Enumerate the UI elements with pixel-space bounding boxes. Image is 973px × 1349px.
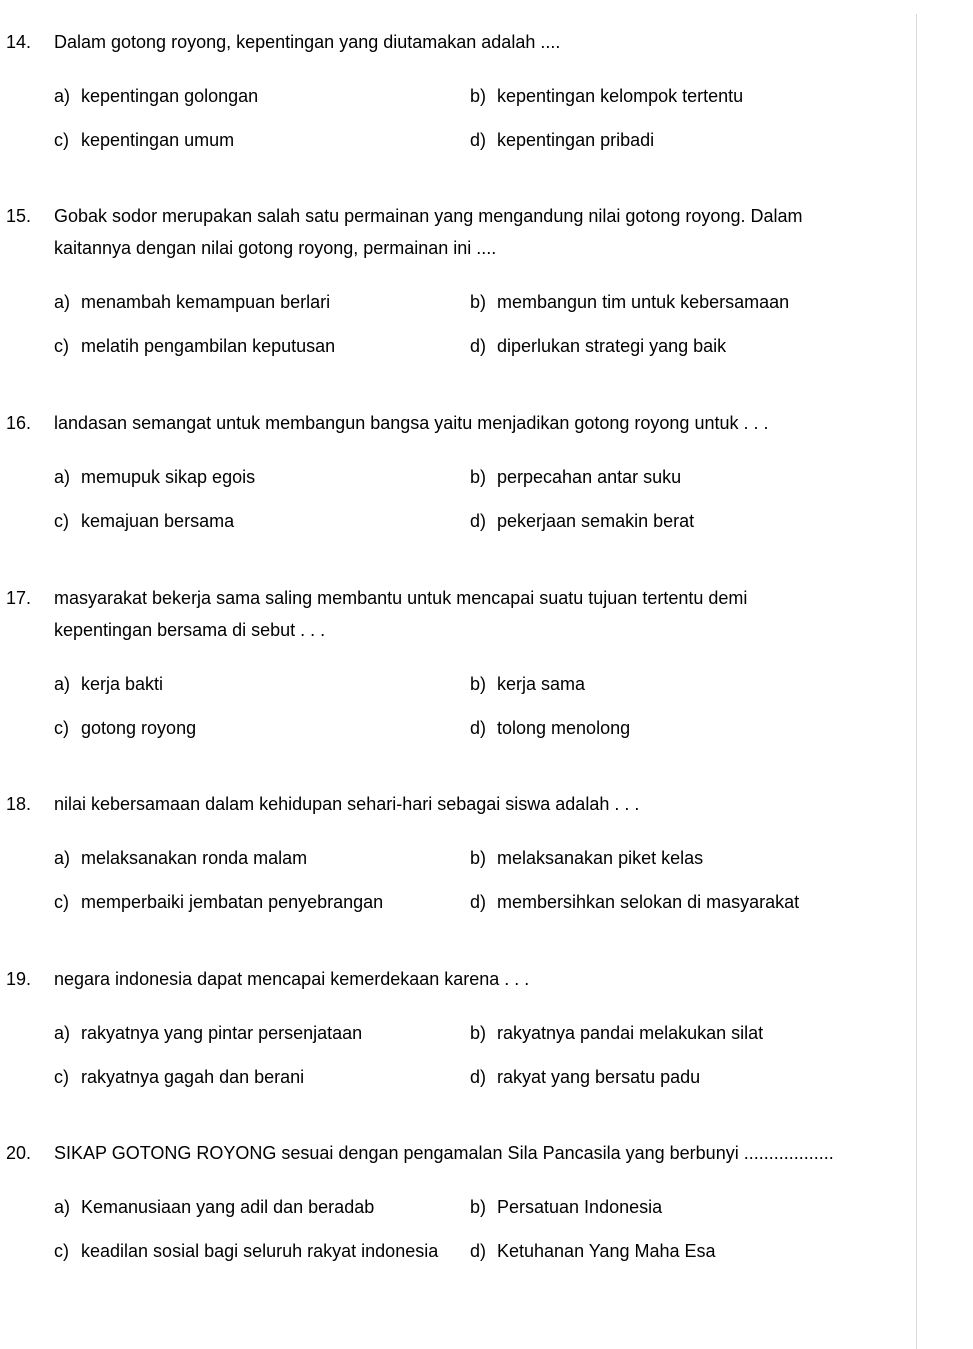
question-16	[0, 407, 900, 537]
option-b[interactable]: b) perpecahan antar suku	[470, 467, 682, 487]
option-b[interactable]: b) rakyatnya pandai melakukan silat	[470, 1023, 764, 1043]
question-number: 17.	[6, 588, 32, 608]
option-b[interactable]: b) Persatuan Indonesia	[470, 1197, 663, 1217]
question-text: Dalam gotong royong, kepentingan yang diutamakan adalah ....	[54, 32, 561, 52]
question-text: masyarakat bekerja sama saling membantu untuk mencapai suatu tujuan tertentu demi kepentingan bersama di sebut . . .	[54, 588, 748, 640]
options-list	[54, 1017, 900, 1093]
question-14	[0, 26, 900, 156]
question-19	[0, 963, 900, 1093]
option-d[interactable]: d) membersihkan selokan di masyarakat	[470, 892, 800, 912]
question-15	[0, 200, 900, 362]
question-number: 20.	[6, 1143, 32, 1163]
question-number: 14.	[6, 32, 32, 52]
option-a[interactable]: a) rakyatnya yang pintar persenjataan	[54, 1023, 363, 1043]
page-margin-line	[916, 14, 917, 1349]
option-a[interactable]: a) memupuk sikap egois	[54, 467, 256, 487]
option-c[interactable]: c) keadilan sosial bagi seluruh rakyat indonesia	[54, 1241, 439, 1261]
question-text: Gobak sodor merupakan salah satu permainan yang mengandung nilai gotong royong. Dalam kaitannya dengan nilai gotong royong, permainan ini ....	[54, 206, 803, 258]
option-c[interactable]: c) kemajuan bersama	[54, 511, 235, 531]
question-20	[0, 1137, 900, 1267]
options-list	[54, 842, 900, 918]
question-text: nilai kebersamaan dalam kehidupan sehari-hari sebagai siswa adalah . . .	[54, 794, 640, 814]
option-b[interactable]: b) kerja sama	[470, 674, 586, 694]
option-b[interactable]: b) kepentingan kelompok tertentu	[470, 86, 744, 106]
option-c[interactable]: c) kepentingan umum	[54, 130, 235, 150]
options-list	[54, 80, 900, 156]
question-number: 18.	[6, 794, 32, 814]
option-d[interactable]: d) diperlukan strategi yang baik	[470, 336, 727, 356]
question-text: negara indonesia dapat mencapai kemerdekaan karena . . .	[54, 969, 530, 989]
question-18	[0, 788, 900, 918]
option-c[interactable]: c) memperbaiki jembatan penyebrangan	[54, 892, 384, 912]
option-c[interactable]: c) rakyatnya gagah dan berani	[54, 1067, 305, 1087]
option-d[interactable]: d) pekerjaan semakin berat	[470, 511, 695, 531]
question-text: landasan semangat untuk membangun bangsa yaitu menjadikan gotong royong untuk . . .	[54, 413, 769, 433]
options-list	[54, 286, 900, 362]
option-a[interactable]: a) menambah kemampuan berlari	[54, 292, 331, 312]
option-c[interactable]: c) melatih pengambilan keputusan	[54, 336, 336, 356]
option-b[interactable]: b) membangun tim untuk kebersamaan	[470, 292, 790, 312]
option-d[interactable]: d) tolong menolong	[470, 718, 631, 738]
option-a[interactable]: a) melaksanakan ronda malam	[54, 848, 308, 868]
option-b[interactable]: b) melaksanakan piket kelas	[470, 848, 704, 868]
options-list	[54, 668, 900, 744]
question-number: 15.	[6, 206, 32, 226]
option-d[interactable]: d) kepentingan pribadi	[470, 130, 655, 150]
option-a[interactable]: a) kerja bakti	[54, 674, 164, 694]
option-a[interactable]: a) kepentingan golongan	[54, 86, 259, 106]
option-c[interactable]: c) gotong royong	[54, 718, 197, 738]
question-17	[0, 582, 900, 744]
option-d[interactable]: d) Ketuhanan Yang Maha Esa	[470, 1241, 716, 1261]
options-list	[54, 1191, 900, 1267]
option-d[interactable]: d) rakyat yang bersatu padu	[470, 1067, 701, 1087]
option-a[interactable]: a) Kemanusiaan yang adil dan beradab	[54, 1197, 375, 1217]
options-list	[54, 461, 900, 537]
question-number: 19.	[6, 969, 32, 989]
question-text: SIKAP GOTONG ROYONG sesuai dengan pengamalan Sila Pancasila yang berbunyi ..................	[54, 1143, 834, 1163]
question-number: 16.	[6, 413, 32, 433]
